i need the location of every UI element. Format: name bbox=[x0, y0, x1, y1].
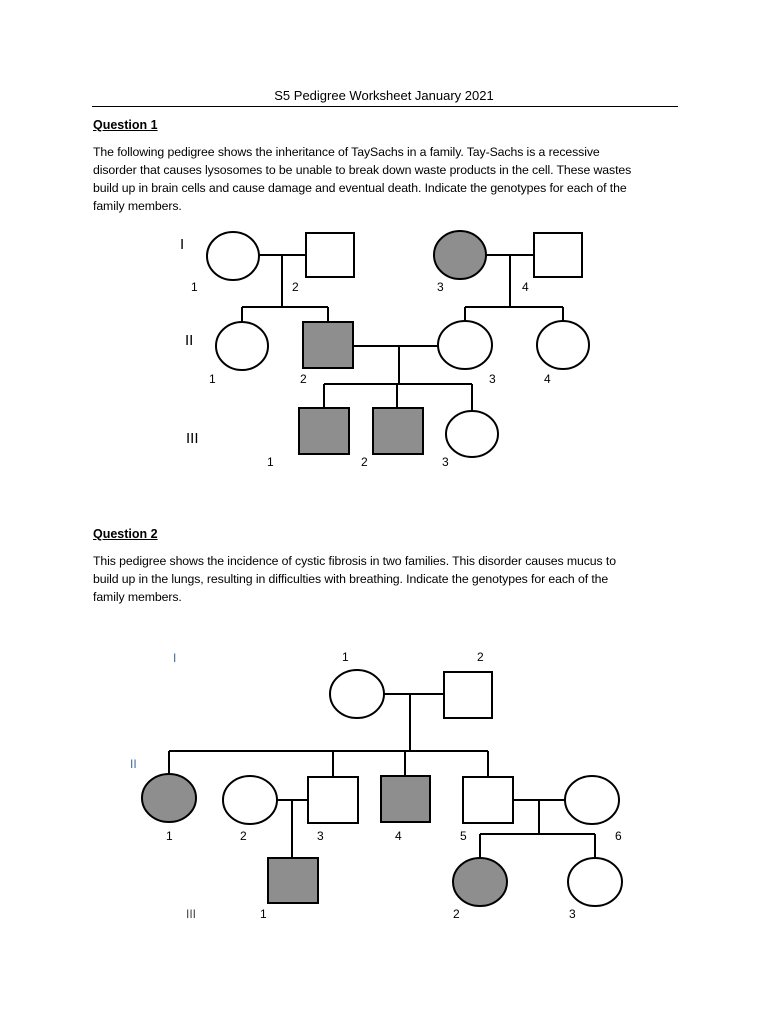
individual-number: 3 bbox=[569, 907, 576, 921]
page-title: S5 Pedigree Worksheet January 2021 bbox=[274, 88, 494, 103]
female-unaffected bbox=[216, 322, 268, 370]
individual-number: 3 bbox=[489, 372, 496, 386]
individual-number: 2 bbox=[477, 650, 484, 664]
question-1-heading: Question 1 bbox=[93, 118, 158, 132]
female-unaffected bbox=[438, 321, 492, 369]
generation-label: II bbox=[130, 757, 137, 771]
question-2-text bbox=[93, 552, 673, 606]
individual-number: 2 bbox=[453, 907, 460, 921]
individual-number: 3 bbox=[317, 829, 324, 843]
question-2-heading: Question 2 bbox=[93, 527, 158, 541]
individual-number: 1 bbox=[166, 829, 173, 843]
female-unaffected bbox=[330, 670, 384, 718]
male-affected bbox=[268, 858, 318, 903]
individual-number: 4 bbox=[544, 372, 551, 386]
question-1-line: family members. bbox=[93, 199, 182, 213]
individual-number: 1 bbox=[191, 280, 198, 294]
question-2-line: family members. bbox=[93, 590, 182, 604]
male-unaffected bbox=[534, 233, 582, 277]
question-2-line: build up in the lungs, resulting in difficulties with breathing. Indicate the genotypes for each of the bbox=[93, 572, 609, 586]
generation-label: III bbox=[186, 430, 199, 447]
female-unaffected bbox=[565, 776, 619, 824]
pedigree-chart-1 bbox=[0, 0, 768, 490]
female-affected bbox=[434, 231, 486, 279]
question-1-line: build up in brain cells and cause damage and eventual death. Indicate the genotypes for each of the bbox=[93, 181, 627, 195]
individual-number: 6 bbox=[615, 829, 622, 843]
pedigree-chart-2 bbox=[0, 630, 768, 950]
individual-number: 1 bbox=[267, 455, 274, 469]
male-unaffected bbox=[306, 233, 354, 277]
male-affected bbox=[303, 322, 353, 368]
female-affected bbox=[142, 774, 196, 822]
male-affected bbox=[299, 408, 349, 454]
individual-number: 3 bbox=[437, 280, 444, 294]
individual-number: 1 bbox=[209, 372, 216, 386]
female-unaffected bbox=[223, 776, 277, 824]
female-unaffected bbox=[537, 321, 589, 369]
female-affected bbox=[453, 858, 507, 906]
generation-label: I bbox=[173, 651, 177, 665]
female-unaffected bbox=[568, 858, 622, 906]
male-affected bbox=[373, 408, 423, 454]
individual-number: 3 bbox=[442, 455, 449, 469]
individual-number: 2 bbox=[361, 455, 368, 469]
female-unaffected bbox=[446, 411, 498, 457]
generation-label: II bbox=[185, 332, 194, 349]
male-unaffected bbox=[444, 672, 492, 718]
female-unaffected bbox=[207, 232, 259, 280]
male-unaffected bbox=[308, 777, 358, 823]
question-2-line: This pedigree shows the incidence of cystic fibrosis in two families. This disorder causes mucus to bbox=[93, 554, 616, 568]
male-affected bbox=[381, 776, 430, 822]
individual-number: 2 bbox=[300, 372, 307, 386]
question-1-line: disorder that causes lysosomes to be unable to break down waste products in the cell. These wastes bbox=[93, 163, 632, 177]
question-1-line: The following pedigree shows the inheritance of TaySachs in a family. Tay-Sachs is a recessive bbox=[93, 145, 600, 159]
individual-number: 2 bbox=[240, 829, 247, 843]
male-unaffected bbox=[463, 777, 513, 823]
individual-number: 5 bbox=[460, 829, 467, 843]
individual-number: 4 bbox=[522, 280, 529, 294]
individual-number: 1 bbox=[342, 650, 349, 664]
individual-number: 1 bbox=[260, 907, 267, 921]
generation-label: I bbox=[180, 236, 185, 253]
individual-number: 4 bbox=[395, 829, 402, 843]
generation-label: III bbox=[186, 907, 197, 921]
individual-number: 2 bbox=[292, 280, 299, 294]
